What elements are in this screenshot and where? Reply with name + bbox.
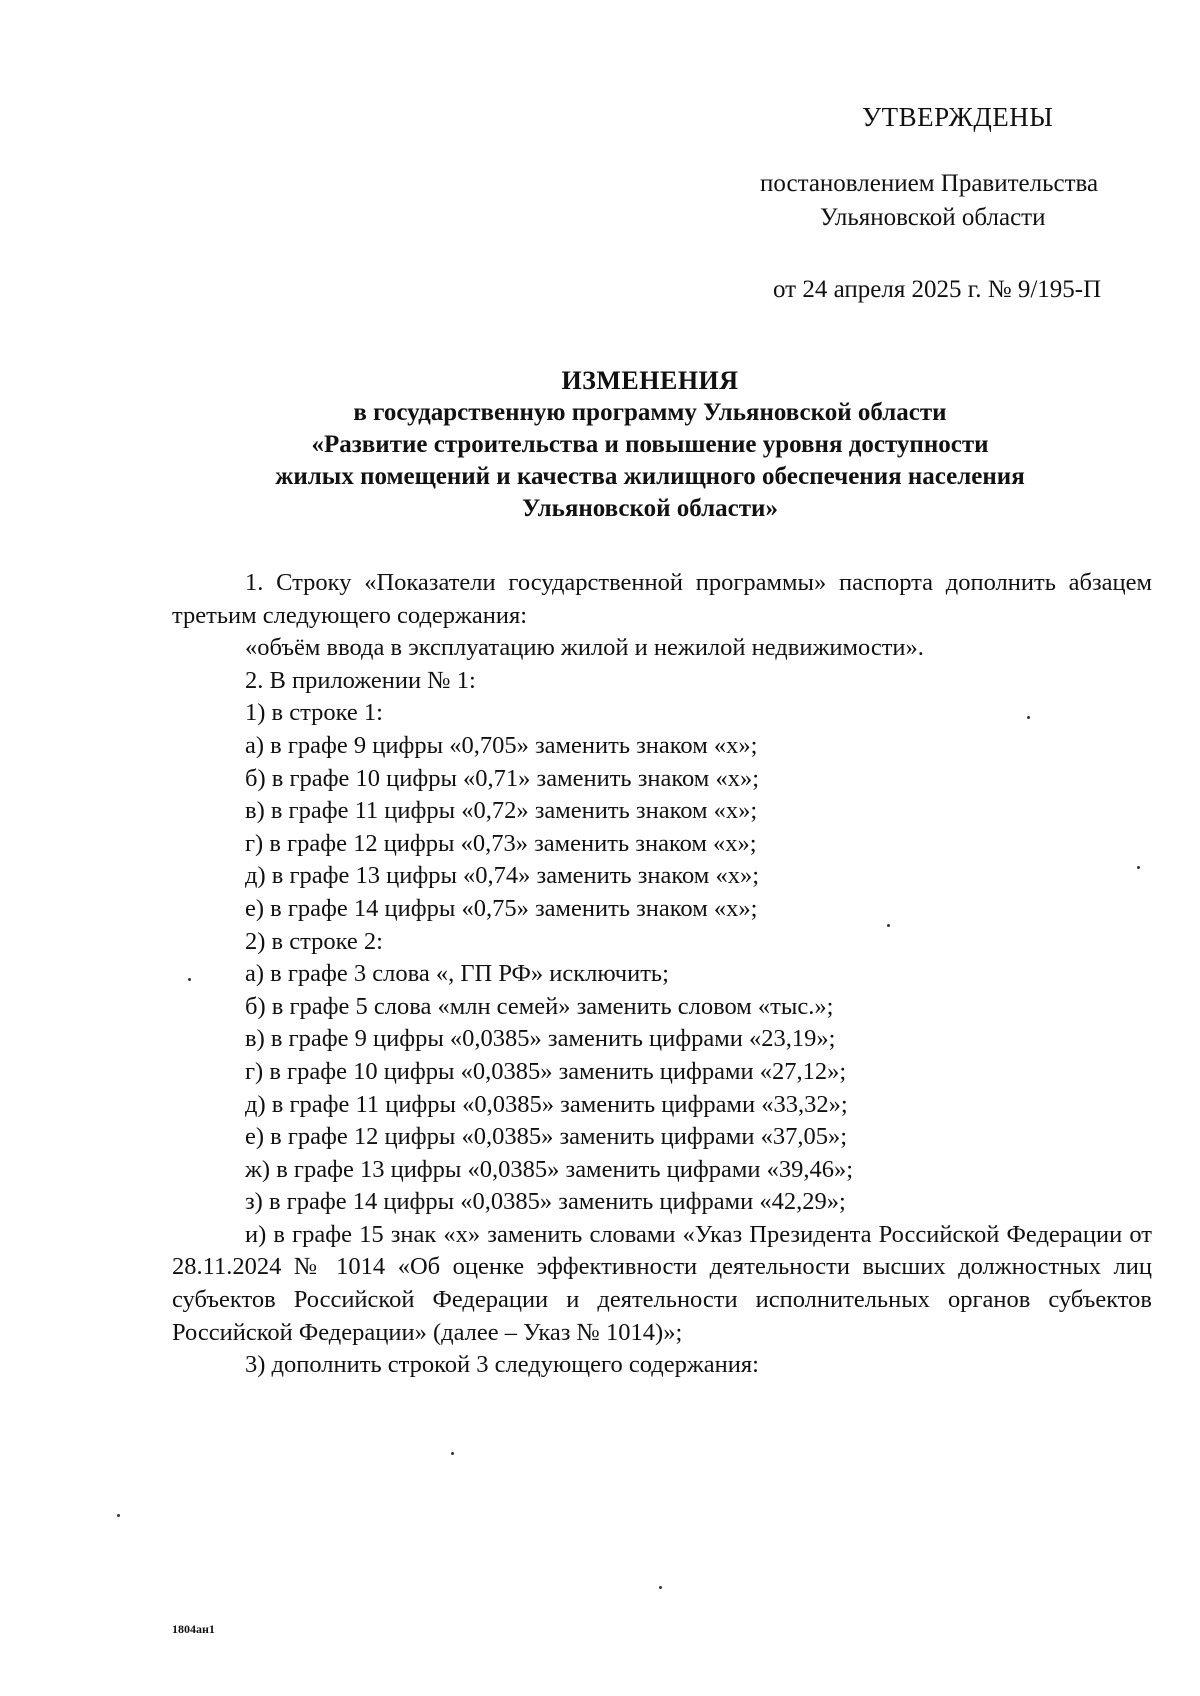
list-item: г) в графе 10 цифры «0,0385» заменить цифрами «27,12»; [245,1057,847,1085]
approval-line-2: Ульяновской области [820,204,1046,231]
list-item: б) в графе 10 цифры «0,71» заменить знаком «х»; [245,764,759,792]
paragraph-3: 2. В приложении № 1: [245,666,476,694]
heading-line-3: жилых помещений и качества жилищного обеспечения населения [275,463,1025,490]
approval-line-3: от 24 апреля 2025 г. № 9/195-П [773,276,1102,303]
paragraph-4: 1) в строке 1: [245,699,383,727]
scan-speck [887,924,890,927]
scan-speck [451,1452,454,1455]
list-item: в) в графе 11 цифры «0,72» заменить знаком «х»; [245,797,758,825]
paragraph-7: 3) дополнить строкой 3 следующего содержания: [245,1351,759,1379]
list-item: д) в графе 11 цифры «0,0385» заменить цифрами «33,32»; [245,1090,848,1118]
list-item: а) в графе 3 слова «, ГП РФ» исключить; [245,960,669,988]
list-item: в) в графе 9 цифры «0,0385» заменить цифрами «23,19»; [245,1025,836,1053]
scan-speck [188,978,191,981]
list-item: а) в графе 9 цифры «0,705» заменить знаком «х»; [245,731,758,759]
paragraph-6: и) в графе 15 знак «х» заменить словами «Указ Президента Российской Федерации от 28.11.2024 № 1014 «Об оценке эффективности деятельности высших должностных лиц субъектов Российской Федерации и деятельности исполнительных органов субъектов Российской Федерации» (далее – Указ № 1014)»; [172,1220,1152,1346]
heading-main: ИЗМЕНЕНИЯ [561,366,739,395]
scan-speck [1027,716,1030,719]
paragraph-2: «объём ввода в эксплуатацию жилой и нежилой недвижимости». [245,634,924,662]
approval-title: УТВЕРЖДЕНЫ [862,102,1054,132]
list-item: з) в графе 14 цифры «0,0385» заменить цифрами «42,29»; [245,1188,846,1216]
paragraph-5: 2) в строке 2: [245,927,383,955]
document-code: 1804ан1 [172,1622,215,1636]
list-item: д) в графе 13 цифры «0,74» заменить знаком «х»; [245,862,759,890]
approval-line-1: постановлением Правительства [760,170,1099,197]
document-body [172,567,1152,1382]
document-heading [150,365,1150,525]
scan-speck [117,1514,120,1517]
scan-speck [659,1586,662,1589]
list-item: е) в графе 12 цифры «0,0385» заменить цифрами «37,05»; [245,1123,848,1151]
list-item: ж) в графе 13 цифры «0,0385» заменить цифрами «39,46»; [245,1155,854,1183]
scan-speck [1137,866,1140,869]
list-item: г) в графе 12 цифры «0,73» заменить знаком «х»; [245,829,757,857]
paragraph-1: 1. Строку «Показатели государственной программы» паспорта дополнить абзацем третьим следующего содержания: [172,569,1152,629]
heading-line-1: в государственную программу Ульяновской области [353,399,947,426]
list-item: б) в графе 5 слова «млн семей» заменить словом «тыс.»; [245,992,834,1020]
heading-line-2: «Развитие строительства и повышение уровня доступности [311,431,989,458]
heading-line-4: Ульяновской области» [522,495,778,522]
list-item: е) в графе 14 цифры «0,75» заменить знаком «х»; [245,894,758,922]
